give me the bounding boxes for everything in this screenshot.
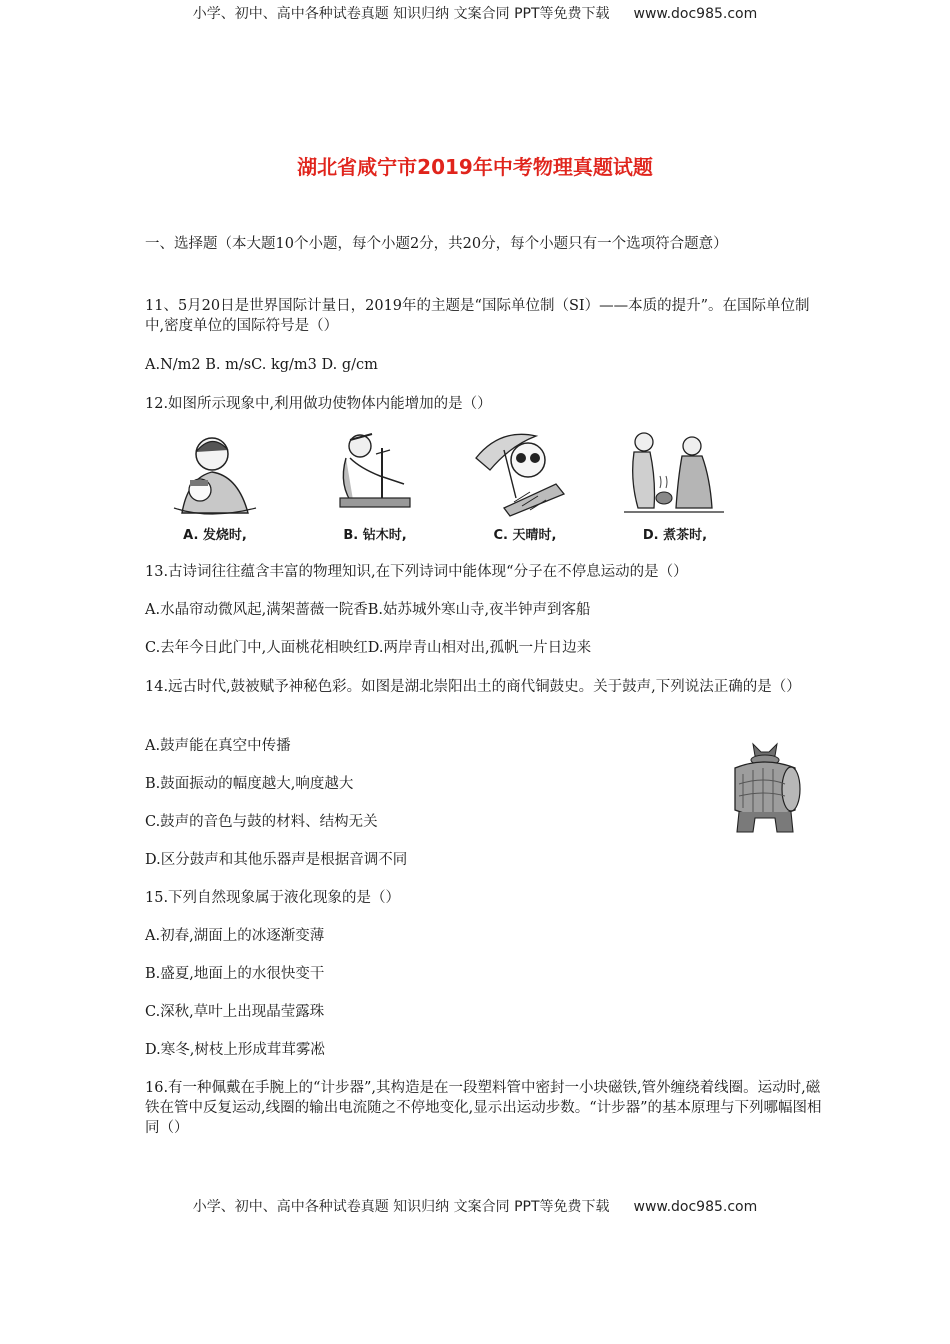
fever-illustration-icon	[160, 428, 270, 523]
figure-c	[470, 428, 580, 548]
q15-option-a: A.初春,湖面上的冰逐渐变薄	[145, 928, 325, 944]
page-footer	[0, 1196, 950, 1216]
figure-b-caption: B. 钻木时,	[343, 528, 407, 543]
exam-title: 湖北省咸宁市2019年中考物理真题试题	[297, 155, 653, 179]
bronze-drum-figure	[725, 740, 805, 835]
figure-b	[320, 428, 430, 548]
section-heading: 一、选择题（本大题10个小题，每个小题2分，共20分，每个小题只有一个选项符合题意）	[145, 236, 728, 252]
q16-stem: 16.有一种佩戴在手腕上的“计步器”,其构造是在一段塑料管中密封一小块磁铁,管外缠绕着线圈。运动时,磁铁在管中反复运动,线圈的输出电流随之不停地变化,显示出运动步数。“计步器”的基本原理与下列哪幅图相同（）	[145, 1080, 822, 1136]
header-text: 小学、初中、高中各种试卷真题 知识归纳 文案合同 PPT等免费下载	[192, 6, 610, 22]
figure-d	[620, 428, 730, 548]
q15-option-d: D.寒冬,树枝上形成茸茸雾凇	[145, 1042, 325, 1058]
q11-stem: 11、5月20日是世界国际计量日，2019年的主题是“国际单位制（SI）——本质的提升”。在国际单位制中,密度单位的国际符号是（）	[145, 298, 810, 334]
page-header	[0, 3, 950, 23]
q14-option-d: D.区分鼓声和其他乐器声是根据音调不同	[145, 852, 408, 868]
figure-a-caption: A. 发烧时,	[183, 528, 247, 543]
q12-stem: 12.如图所示现象中,利用做功使物体内能增加的是（）	[145, 396, 492, 412]
sunny-day-illustration-icon	[470, 428, 580, 523]
footer-site[interactable]: www.doc985.com	[633, 1199, 758, 1215]
q13-stem: 13.古诗词往往蕴含丰富的物理知识,在下列诗词中能体现“分子在不停息运动的是（）	[145, 564, 688, 580]
q14-option-a: A.鼓声能在真空中传播	[145, 738, 291, 754]
boiling-tea-illustration-icon	[620, 428, 730, 523]
figure-d-caption: D. 煮茶时,	[642, 528, 708, 543]
figure-a	[160, 428, 270, 548]
q11-options: A.N/m2 B. m/sC. kg/m3 D. g/cm	[145, 357, 378, 373]
q14-option-c: C.鼓声的音色与鼓的材料、结构无关	[145, 814, 378, 830]
bronze-drum-icon	[725, 740, 805, 835]
figure-c-caption: C. 天晴时,	[493, 528, 557, 543]
q12-figures	[160, 428, 720, 548]
q13-options-line1: A.水晶帘动微风起,满架蔷薇一院香B.姑苏城外寒山寺,夜半钟声到客船	[145, 602, 591, 618]
q14-option-b: B.鼓面振动的幅度越大,响度越大	[145, 776, 354, 792]
footer-text: 小学、初中、高中各种试卷真题 知识归纳 文案合同 PPT等免费下载	[192, 1199, 610, 1215]
q15-option-c: C.深秋,草叶上出现晶莹露珠	[145, 1004, 325, 1020]
drilling-wood-illustration-icon	[320, 428, 430, 523]
q15-stem: 15.下列自然现象属于液化现象的是（）	[145, 890, 401, 906]
q15-option-b: B.盛夏,地面上的水很快变干	[145, 966, 325, 982]
q13-options-line2: C.去年今日此门中,人面桃花相映红D.两岸青山相对出,孤帆一片日边来	[145, 640, 592, 656]
header-site[interactable]: www.doc985.com	[633, 6, 758, 22]
q14-stem: 14.远古时代,鼓被赋予神秘色彩。如图是湖北崇阳出土的商代铜鼓史。关于鼓声,下列说法正确的是（）	[145, 679, 801, 695]
